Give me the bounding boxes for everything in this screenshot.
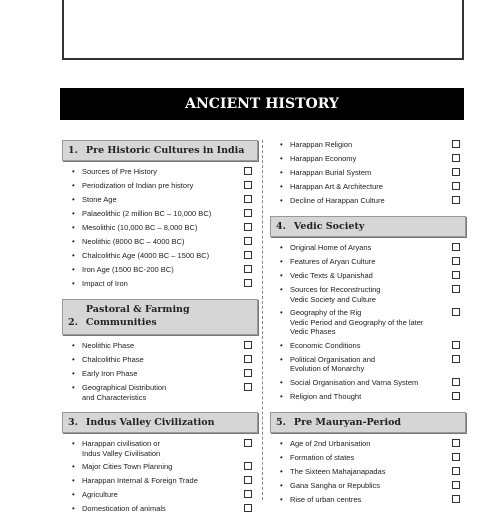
checkbox[interactable] <box>452 285 460 293</box>
checkbox[interactable] <box>244 279 252 287</box>
bullet-icon: • <box>72 383 75 392</box>
checkbox[interactable] <box>244 383 252 391</box>
section-title: Pre Mauryan-Period <box>293 416 402 428</box>
topic-label: Stone Age <box>82 195 117 204</box>
topic-label: Sources for Reconstructing Vedic Society and Culture <box>290 285 381 304</box>
checkbox[interactable] <box>452 355 460 363</box>
section-heading <box>62 299 258 335</box>
bullet-icon: • <box>72 251 75 260</box>
section-number: 1. <box>68 145 78 156</box>
checkbox[interactable] <box>452 154 460 162</box>
section-heading <box>270 216 466 237</box>
topic-label: Iron Age (1500 BC-200 BC) <box>82 265 174 274</box>
bullet-icon: • <box>72 195 75 204</box>
bullet-icon: • <box>72 265 75 274</box>
section-number: 4. <box>276 221 286 232</box>
topic-item <box>270 341 466 351</box>
topic-label: The Sixteen Mahajanapadas <box>290 466 386 476</box>
bullet-icon: • <box>280 340 283 350</box>
checkbox[interactable] <box>452 467 460 475</box>
checkbox[interactable] <box>452 182 460 190</box>
checkbox[interactable] <box>452 140 460 148</box>
checkbox[interactable] <box>452 341 460 349</box>
topic-label: Chalcolithic Phase <box>82 355 144 364</box>
bullet-icon: • <box>72 504 75 513</box>
checkbox[interactable] <box>452 481 460 489</box>
topic-item <box>62 279 258 289</box>
topic-label: Domestication of animals <box>82 504 166 513</box>
bullet-icon: • <box>280 285 283 294</box>
topic-label: Mesolithic (10,000 BC – 8,000 BC) <box>82 223 198 232</box>
topic-item <box>270 481 466 491</box>
checkbox[interactable] <box>452 196 460 204</box>
topic-item <box>270 308 466 337</box>
bullet-icon: • <box>72 209 75 218</box>
checkbox[interactable] <box>452 168 460 176</box>
bullet-icon: • <box>280 271 283 280</box>
topic-label: Impact of Iron <box>82 279 128 288</box>
section-number: 5. <box>276 416 286 428</box>
bullet-icon: • <box>280 354 283 364</box>
topic-label: Geographical Distribution and Characteristics <box>82 383 167 402</box>
bullet-icon: • <box>280 168 283 177</box>
checkbox[interactable] <box>244 462 252 470</box>
bullet-icon: • <box>72 369 75 378</box>
section-heading <box>62 140 258 161</box>
right-column <box>270 140 466 515</box>
section-title: Pre Historic Cultures in India <box>85 145 245 156</box>
section-banner: ANCIENT HISTORY <box>60 88 464 120</box>
topic-item <box>62 209 258 219</box>
topic-label: Original Home of Aryans <box>290 243 372 252</box>
topic-item <box>62 383 258 402</box>
bullet-icon: • <box>72 476 75 485</box>
topic-section <box>270 412 466 505</box>
topic-item <box>270 467 466 477</box>
topic-item <box>270 182 466 192</box>
topic-item <box>62 355 258 365</box>
topic-item <box>62 223 258 233</box>
topic-label: Sources of Pre History <box>82 167 158 176</box>
topic-section <box>270 216 466 402</box>
section-title: Indus Valley Civilization <box>85 417 215 428</box>
topic-label: Geography of the Rig Vedic Period and Geography of the later Vedic Phases <box>290 308 424 336</box>
topic-label: Agriculture <box>82 490 118 499</box>
bullet-icon: • <box>280 154 283 163</box>
section-number: 2. <box>68 317 78 328</box>
topic-label: Social Organisation and Varna System <box>290 377 419 387</box>
topic-item <box>270 243 466 253</box>
checkbox[interactable] <box>452 392 460 400</box>
topic-label: Harappan Internal & Foreign Trade <box>82 476 198 485</box>
section-heading <box>270 412 466 433</box>
topic-item <box>270 168 466 178</box>
bullet-icon: • <box>280 308 283 317</box>
checkbox[interactable] <box>244 355 252 363</box>
section-title: Pastoral & Farming Communities <box>85 304 190 328</box>
checkbox[interactable] <box>244 490 252 498</box>
topic-label: Gana Sangha or Republics <box>290 480 381 490</box>
checkbox[interactable] <box>244 223 252 231</box>
topic-item <box>62 490 258 500</box>
topic-item <box>62 195 258 205</box>
topic-item <box>270 154 466 164</box>
checkbox[interactable] <box>452 257 460 265</box>
topic-label: Chalcolithic Age (4000 BC – 1500 BC) <box>82 251 210 260</box>
topic-label: Harappan Burial System <box>290 168 372 177</box>
bullet-icon: • <box>280 140 283 149</box>
topic-item <box>270 271 466 281</box>
section-title: Vedic Society <box>293 221 365 232</box>
bullet-icon: • <box>72 167 75 176</box>
left-column <box>62 140 258 524</box>
topic-label: Age of 2nd Urbanisation <box>290 438 371 448</box>
topic-label: Major Cities Town Planning <box>82 462 173 471</box>
checkbox[interactable] <box>452 271 460 279</box>
bullet-icon: • <box>280 494 283 504</box>
checkbox[interactable] <box>452 308 460 316</box>
topic-item <box>62 167 258 177</box>
topic-section <box>62 140 258 289</box>
checkbox[interactable] <box>244 341 252 349</box>
topic-label: Harappan Art & Architecture <box>290 182 383 191</box>
topic-label: Decline of Harappan Culture <box>290 196 385 205</box>
topic-label: Features of Aryan Culture <box>290 257 376 266</box>
topic-item <box>270 196 466 206</box>
topic-item <box>270 140 466 150</box>
topic-item <box>62 504 258 514</box>
checkbox[interactable] <box>244 251 252 259</box>
topic-label: Harappan Religion <box>290 140 353 149</box>
topic-label: Periodization of Indian pre history <box>82 181 194 190</box>
topic-item <box>62 369 258 379</box>
checkbox[interactable] <box>244 369 252 377</box>
topic-label: Neolithic (8000 BC – 4000 BC) <box>82 237 185 246</box>
bullet-icon: • <box>72 355 75 364</box>
topic-label: Formation of states <box>290 452 355 462</box>
topic-item <box>62 462 258 472</box>
topic-item <box>62 265 258 275</box>
checkbox[interactable] <box>452 453 460 461</box>
topic-item <box>270 285 466 304</box>
bullet-icon: • <box>72 279 75 288</box>
bullet-icon: • <box>280 452 283 462</box>
topic-item <box>270 355 466 374</box>
bullet-icon: • <box>72 223 75 232</box>
bullet-icon: • <box>72 439 75 448</box>
topic-item <box>62 251 258 261</box>
topic-section <box>62 299 258 402</box>
bullet-icon: • <box>280 182 283 191</box>
topic-item <box>270 378 466 388</box>
checkbox[interactable] <box>244 237 252 245</box>
bullet-icon: • <box>280 480 283 490</box>
bullet-icon: • <box>280 196 283 205</box>
topic-item <box>62 439 258 458</box>
section-number: 3. <box>68 417 78 428</box>
checkbox[interactable] <box>244 181 252 189</box>
checkbox[interactable] <box>244 504 252 512</box>
topic-label: Early Iron Phase <box>82 369 138 378</box>
section-heading <box>62 412 258 433</box>
topic-item <box>270 257 466 267</box>
checkbox[interactable] <box>244 439 252 447</box>
title-box <box>62 0 464 60</box>
topic-label: Palaeolithic (2 million BC – 10,000 BC) <box>82 209 212 218</box>
bullet-icon: • <box>280 466 283 476</box>
topic-item <box>270 392 466 402</box>
checkbox[interactable] <box>452 378 460 386</box>
topic-label: Harappan Economy <box>290 154 357 163</box>
topic-item <box>62 237 258 247</box>
topic-section <box>270 140 466 206</box>
bullet-icon: • <box>280 257 283 266</box>
checkbox[interactable] <box>244 265 252 273</box>
bullet-icon: • <box>280 391 283 401</box>
checkbox[interactable] <box>452 495 460 503</box>
topic-item <box>62 476 258 486</box>
bullet-icon: • <box>280 377 283 387</box>
topic-item <box>62 181 258 191</box>
topic-label: Religion and Thought <box>290 391 362 401</box>
bullet-icon: • <box>72 181 75 190</box>
topic-label: Political Organisation and Evolution of Monarchy <box>290 354 376 373</box>
checkbox[interactable] <box>244 476 252 484</box>
topic-item <box>270 453 466 463</box>
topic-label: Harappan civilisation or Indus Valley Civilisation <box>82 439 161 458</box>
bullet-icon: • <box>280 438 283 448</box>
topic-label: Rise of urban centres <box>290 494 362 504</box>
topic-item <box>270 439 466 449</box>
topic-label: Neolithic Phase <box>82 341 135 350</box>
topic-label: Economic Conditions <box>290 340 361 350</box>
checkbox[interactable] <box>452 439 460 447</box>
bullet-icon: • <box>72 341 75 350</box>
bullet-icon: • <box>280 243 283 252</box>
topic-section <box>62 412 258 514</box>
column-divider <box>262 140 263 500</box>
checkbox[interactable] <box>452 243 460 251</box>
bullet-icon: • <box>72 462 75 471</box>
topic-item <box>62 341 258 351</box>
topic-label: Vedic Texts & Upanishad <box>290 271 373 280</box>
checkbox[interactable] <box>244 209 252 217</box>
bullet-icon: • <box>72 237 75 246</box>
bullet-icon: • <box>72 490 75 499</box>
checkbox[interactable] <box>244 167 252 175</box>
checkbox[interactable] <box>244 195 252 203</box>
